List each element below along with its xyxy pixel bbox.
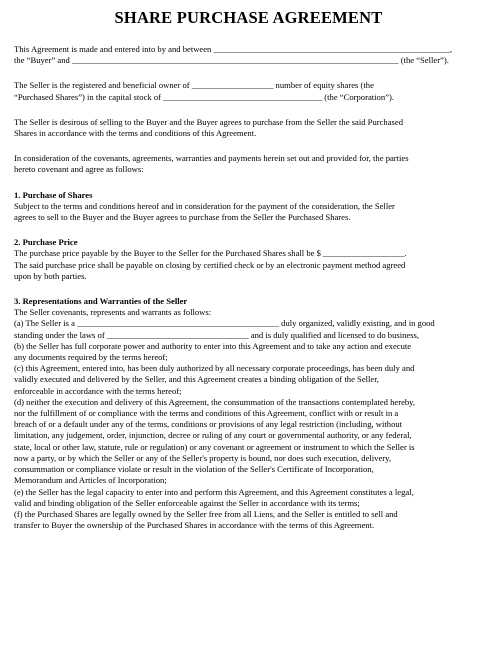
section-representations: [14, 296, 483, 531]
section-line: The said purchase price shall be payable on closing by certified check or by an electronic payment method agreed: [14, 259, 406, 270]
section-line: (c) this Agreement, entered into, has been duly authorized by all necessary corporate proceedings, has been duly and: [14, 363, 415, 374]
consideration-paragraph: [14, 153, 483, 175]
section-heading: 1. Purchase of Shares: [14, 189, 93, 200]
section-line: The purchase price payable by the Buyer to the Seller for the Purchased Shares shall be $ ___________________.: [14, 248, 407, 259]
section-line: validly executed and delivered by the Seller, and this Agreement creates a binding obligation of the Seller,: [14, 374, 379, 385]
consideration-line: hereto covenant and agree as follows:: [14, 164, 144, 175]
section-line: agrees to sell to the Buyer and the Buyer agrees to purchase from the Seller the Purchased Shares.: [14, 212, 351, 223]
section-line: (a) The Seller is a _______________________________________________ duly organized, validly existing, and in good: [14, 318, 435, 329]
intro-paragraph: [14, 44, 483, 66]
section-line: any documents required by the terms hereof;: [14, 352, 168, 363]
section-purchase-of-shares: [14, 190, 483, 224]
section-line: nor the fulfillment of or compliance with the terms and conditions of this Agreement, conflict with or result in a: [14, 408, 399, 419]
section-line: enforceable in accordance with the terms hereof;: [14, 385, 182, 396]
section-line: (d) neither the execution and delivery of this Agreement, the consummation of the transactions contemplated hereby,: [14, 396, 416, 407]
section-line: (e) the Seller has the legal capacity to enter into and perform this Agreement, and this Agreement constitutes a legal,: [14, 486, 414, 497]
desire-line: Shares in accordance with the terms and conditions of this Agreement.: [14, 128, 257, 139]
section-line: upon by both parties.: [14, 270, 87, 281]
owner-line: “Purchased Shares”) in the capital stock of _____________________________________ (the “Corporation”).: [14, 91, 394, 102]
section-heading: 3. Representations and Warranties of the Seller: [14, 296, 188, 307]
owner-paragraph: [14, 80, 483, 102]
section-line: (f) the Purchased Shares are legally owned by the Seller free from all Liens, and the Seller is entitled to sell and: [14, 508, 398, 519]
section-line: state, local or other law, statute, rule or regulation) or any covenant or agreement or instrument to which the Seller is: [14, 441, 415, 452]
consideration-line: In consideration of the covenants, agreements, warranties and payments herein set out and provided for, the parties: [14, 153, 409, 164]
section-line: limitation, any judgement, order, injunction, decree or ruling of any court or governmental authority, or any federal,: [14, 430, 412, 441]
section-line: (b) the Seller has full corporate power and authority to enter into this Agreement and to take any action and execute: [14, 340, 412, 351]
section-line: transfer to Buyer the ownership of the Purchased Shares in accordance with the terms of this Agreement.: [14, 520, 375, 531]
section-line: consummation or compliance violate or result in the violation of the Seller's Certificate of Incorporation,: [14, 464, 374, 475]
section-heading: 2. Purchase Price: [14, 237, 78, 248]
section-line: now a party, or by which the Seller or any of the Seller's property is bound, nor does such execution, delivery,: [14, 452, 392, 463]
section-line: standing under the laws of _________________________________ and is duly qualified and licensed to do business,: [14, 329, 420, 340]
intro-line: This Agreement is made and entered into by and between _______________________________________________________,: [14, 44, 452, 54]
desire-paragraph: [14, 117, 483, 139]
section-line: Subject to the terms and conditions hereof and in consideration for the payment of the consideration, the Seller: [14, 200, 395, 211]
section-purchase-price: [14, 237, 483, 282]
section-line: breach of or a default under any of the terms, conditions or provisions of any legal restriction (including, without: [14, 419, 403, 430]
section-line: valid and binding obligation of the Seller enforceable against the Seller in accordance with its terms;: [14, 497, 360, 508]
desire-line: The Seller is desirous of selling to the Buyer and the Buyer agrees to purchase from the Seller the said Purchased: [14, 116, 403, 127]
intro-line: the “Buyer” and ____________________________________________________________________________ (the “Seller”).: [14, 55, 449, 66]
owner-line: The Seller is the registered and beneficial owner of ___________________ number of equity shares (the: [14, 80, 374, 91]
document-title: SHARE PURCHASE AGREEMENT: [114, 8, 383, 27]
section-line: Memorandum and Articles of Incorporation;: [14, 475, 167, 486]
section-line: The Seller covenants, represents and warrants as follows:: [14, 307, 212, 318]
